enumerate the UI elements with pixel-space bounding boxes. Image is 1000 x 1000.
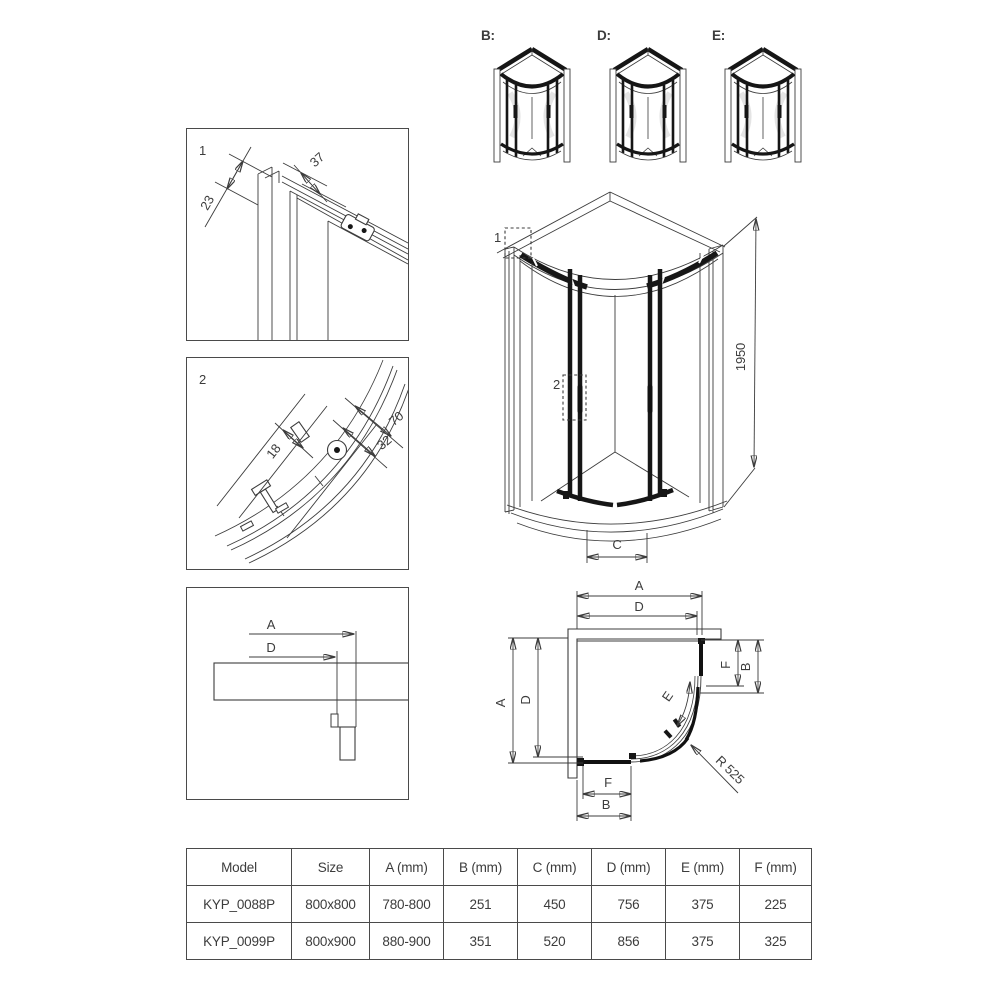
detail-box-2 bbox=[186, 357, 409, 570]
plan-door-arc bbox=[629, 676, 701, 762]
cell-d: 756 bbox=[592, 886, 666, 923]
detail-2-callout: 2 bbox=[199, 372, 207, 387]
plan-dim-f-right bbox=[701, 640, 764, 686]
cell-size: 800x900 bbox=[292, 923, 370, 960]
header-e: E (mm) bbox=[666, 849, 740, 886]
header-f: F (mm) bbox=[740, 849, 812, 886]
dim-c-label: C bbox=[612, 537, 622, 552]
cell-e: 375 bbox=[666, 886, 740, 923]
dim-23-label: 23 bbox=[197, 192, 218, 213]
plan-e-label: E bbox=[658, 688, 676, 705]
header-a: A (mm) bbox=[370, 849, 444, 886]
roller-bracket bbox=[340, 209, 378, 242]
variant-b-figure bbox=[478, 28, 578, 168]
detail-box-3 bbox=[186, 587, 409, 800]
cell-c: 520 bbox=[518, 923, 592, 960]
plan-a-top-label: A bbox=[634, 578, 644, 593]
cell-b: 251 bbox=[444, 886, 518, 923]
table-row bbox=[187, 923, 812, 960]
cell-a: 880-900 bbox=[370, 923, 444, 960]
table-header-row bbox=[187, 849, 812, 886]
plan-d-left-label: D bbox=[518, 695, 533, 705]
callout-1 bbox=[494, 228, 531, 258]
dim-d-label: D bbox=[266, 640, 276, 655]
plan-radius bbox=[691, 745, 747, 793]
dim-70-label: 70 bbox=[385, 408, 407, 429]
plan-d-top-label: D bbox=[634, 599, 644, 614]
front-view-drawing bbox=[475, 185, 840, 580]
spec-table bbox=[186, 848, 812, 960]
plan-radius-label: R 525 bbox=[712, 752, 748, 787]
detail-1-profile bbox=[258, 167, 408, 340]
wall-posts bbox=[505, 245, 723, 514]
detail-3-dimensions bbox=[249, 617, 354, 657]
dim-1950-label: 1950 bbox=[733, 342, 748, 372]
variant-d-drawing bbox=[608, 45, 688, 165]
variant-b-label: B: bbox=[481, 28, 495, 43]
cell-e: 375 bbox=[666, 923, 740, 960]
plan-f-right-label: F bbox=[718, 661, 733, 669]
dim-37-label: 37 bbox=[306, 149, 328, 170]
header-c: C (mm) bbox=[518, 849, 592, 886]
dim-32-label: 32 bbox=[373, 432, 395, 453]
plan-b-right-label: B bbox=[738, 662, 753, 672]
detail-3-drawing bbox=[187, 588, 408, 799]
header-rail bbox=[514, 245, 723, 297]
c-dimension bbox=[587, 530, 647, 563]
plan-f-bottom-label: F bbox=[604, 775, 612, 790]
cell-a: 780-800 bbox=[370, 886, 444, 923]
shower-tray bbox=[507, 489, 727, 541]
dim-18-label: 18 bbox=[263, 441, 284, 462]
header-d: D (mm) bbox=[592, 849, 666, 886]
plan-a-left-label: A bbox=[493, 698, 508, 708]
variant-d-label: D: bbox=[597, 28, 611, 43]
dim-a-label: A bbox=[266, 617, 276, 632]
cell-d: 856 bbox=[592, 923, 666, 960]
cell-f: 325 bbox=[740, 923, 812, 960]
variant-e-figure bbox=[709, 28, 809, 168]
header-model: Model bbox=[187, 849, 292, 886]
plan-dim-f-bottom bbox=[583, 766, 631, 821]
header-b: B (mm) bbox=[444, 849, 518, 886]
detail-box-1 bbox=[186, 128, 409, 341]
detail-1-drawing bbox=[187, 129, 408, 340]
variant-e-drawing bbox=[723, 45, 803, 165]
variant-b-drawing bbox=[492, 45, 572, 165]
cell-f: 225 bbox=[740, 886, 812, 923]
door-panels bbox=[532, 263, 660, 501]
cell-size: 800x800 bbox=[292, 886, 370, 923]
height-dimension bbox=[724, 217, 757, 507]
callout-1-label: 1 bbox=[493, 230, 501, 245]
cell-c: 450 bbox=[518, 886, 592, 923]
plan-b-bottom-label: B bbox=[601, 797, 611, 812]
cell-model: KYP_0088P bbox=[187, 886, 292, 923]
variant-d-figure bbox=[594, 28, 694, 168]
detail-2-components bbox=[241, 422, 347, 531]
cell-b: 351 bbox=[444, 923, 518, 960]
table-row bbox=[187, 886, 812, 923]
variant-e-label: E: bbox=[712, 28, 726, 43]
callout-2-label: 2 bbox=[552, 377, 560, 392]
detail-1-callout: 1 bbox=[199, 143, 207, 158]
cell-model: KYP_0099P bbox=[187, 923, 292, 960]
plan-view-drawing bbox=[480, 575, 840, 830]
detail-3-profile bbox=[214, 631, 408, 760]
detail-2-drawing bbox=[187, 358, 408, 569]
header-size: Size bbox=[292, 849, 370, 886]
detail-1-dimensions bbox=[197, 147, 346, 227]
plan-glass-panels bbox=[577, 638, 705, 766]
detail-2-dimensions bbox=[217, 394, 406, 538]
